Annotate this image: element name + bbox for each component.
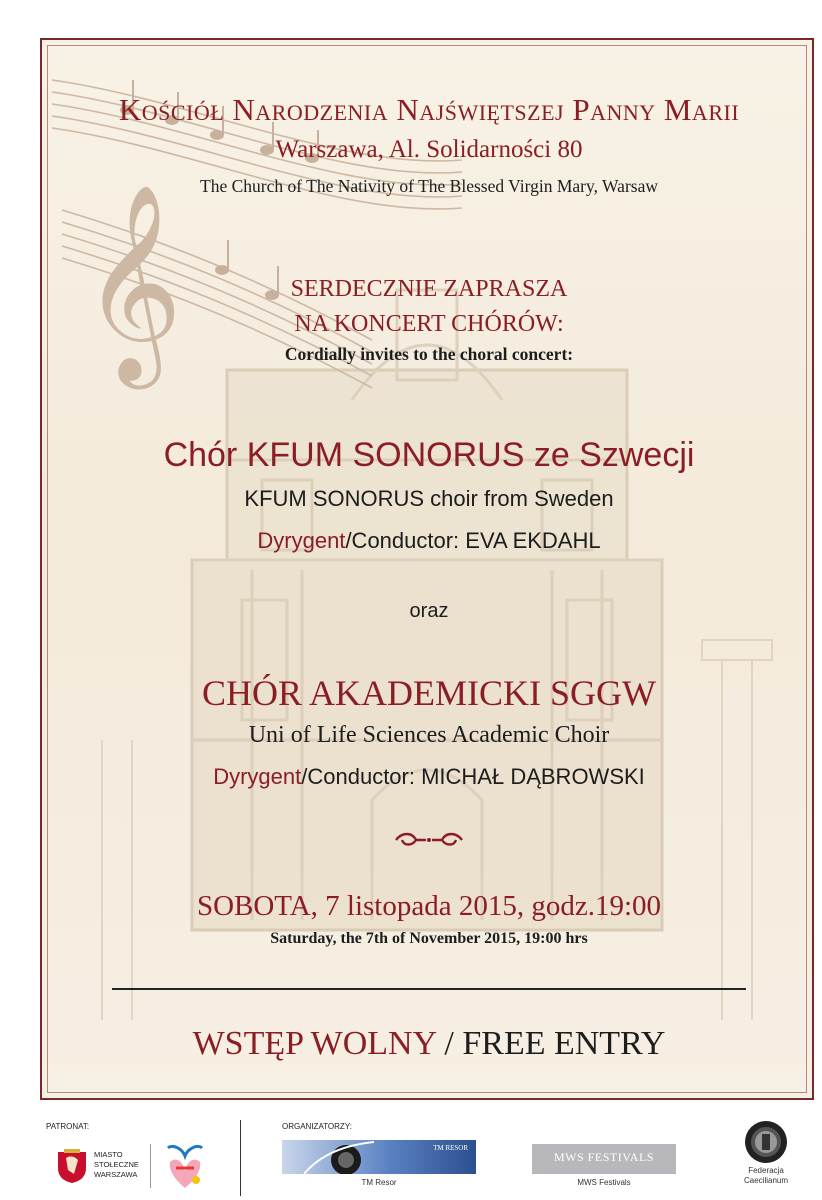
- divider-rule: [112, 988, 746, 990]
- federacja-line2: Caecilianum: [743, 1176, 789, 1185]
- federacja-caption: [736, 1166, 796, 1186]
- free-entry: [42, 1025, 814, 1063]
- patronat-label: PATRONAT:: [46, 1122, 90, 1131]
- city-line1: MIASTO: [94, 1150, 123, 1159]
- tm-resor-logo: [282, 1140, 476, 1174]
- footer-separator: [150, 1144, 151, 1188]
- treble-clef-icon: 𝄞: [82, 183, 183, 381]
- organizers-label: ORGANIZATORZY:: [282, 1122, 352, 1131]
- footer-divider: [240, 1120, 241, 1196]
- invite-en: Cordially invites to the choral concert:: [284, 344, 574, 364]
- invite-line1: SERDECZNIE ZAPRASZA: [290, 276, 568, 302]
- warsaw-brand-heart-icon: [162, 1142, 208, 1190]
- mws-festivals-logo: [532, 1144, 676, 1174]
- federacja-seal-icon: [744, 1120, 788, 1164]
- church-address: Warszawa, Al. Solidarności 80: [275, 136, 583, 163]
- choir1-conductor: [42, 528, 814, 554]
- choir1-name-pl: Chór KFUM SONORUS ze Szwecji: [163, 436, 695, 474]
- sponsor-footer: [0, 1100, 822, 1200]
- fleuron-ornament: [392, 830, 466, 850]
- tm-resor-logo-text: TM RESOR: [433, 1144, 468, 1152]
- poster: [40, 38, 814, 1100]
- choir1-name-en: KFUM SONORUS choir from Sweden: [244, 486, 614, 511]
- city-line3: WARSZAWA: [94, 1170, 138, 1179]
- free-entry-separator: /: [435, 1025, 463, 1062]
- date-pl: SOBOTA, 7 listopada 2015, godz.19:00: [196, 890, 662, 922]
- choir2-conductor: [42, 764, 814, 790]
- tm-resor-caption: TM Resor: [361, 1178, 397, 1187]
- church-name-en: The Church of The Nativity of The Blessed Virgin Mary, Warsaw: [200, 176, 658, 196]
- federacja-line1: Federacja: [748, 1166, 784, 1175]
- warsaw-city-text: [94, 1150, 139, 1180]
- choir2-conductor-rest: /Conductor: MICHAŁ DĄBROWSKI: [301, 764, 645, 789]
- choir2-conductor-label-pl: Dyrygent: [213, 764, 302, 789]
- city-line2: STOŁECZNE: [94, 1160, 139, 1169]
- oraz-text: oraz: [409, 600, 449, 622]
- choir1-conductor-label-pl: Dyrygent: [257, 528, 346, 553]
- church-name-pl: Kościół Narodzenia Najświętszej Panny Marii: [118, 92, 740, 127]
- free-entry-pl: WSTĘP WOLNY: [192, 1025, 436, 1062]
- mws-logo-text: MWS FESTIVALS: [554, 1150, 654, 1164]
- tm-resor-logo-graphic: [304, 1140, 374, 1174]
- choir1-conductor-rest: /Conductor: EVA EKDAHL: [345, 528, 601, 553]
- choir2-name-en: Uni of Life Sciences Academic Choir: [248, 722, 610, 748]
- invite-line2: NA KONCERT CHÓRÓW:: [294, 311, 564, 337]
- warsaw-coat-of-arms-icon: [56, 1148, 88, 1184]
- free-entry-en: FREE ENTRY: [462, 1025, 666, 1062]
- mws-caption: MWS Festivals: [577, 1178, 631, 1187]
- choir2-name-pl: CHÓR AKADEMICKI SGGW: [201, 673, 656, 713]
- date-en: Saturday, the 7th of November 2015, 19:00 hrs: [270, 930, 588, 947]
